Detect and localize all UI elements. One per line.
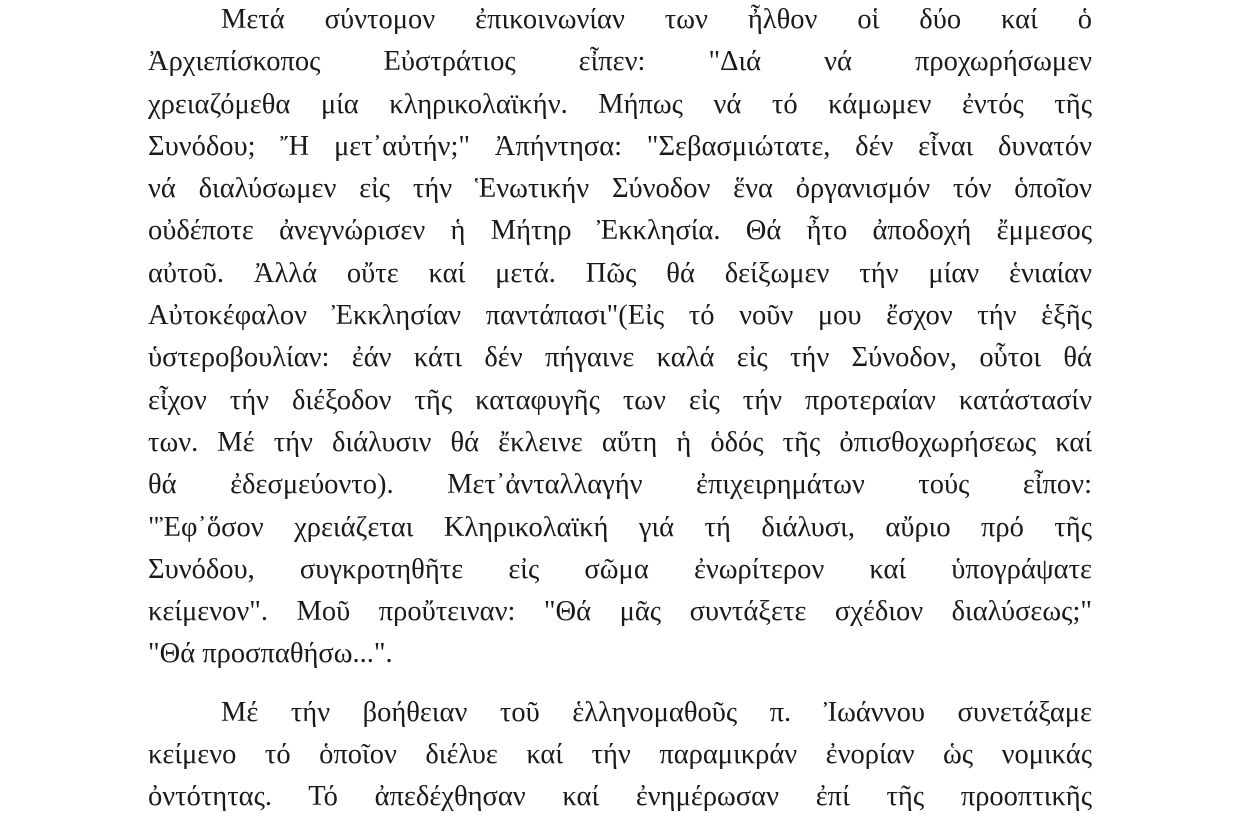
text-line: των. Μέ τήν διάλυσιν θά ἔκλεινε αὕτη ἡ ὁδός τῆς ὀπισθοχωρήσεως καί <box>148 426 1092 458</box>
text-line: "Θά προσπαθήσω...". <box>148 638 393 670</box>
text-line: ὑστεροβουλίαν: ἐάν κάτι δέν πήγαινε καλά εἰς τήν Σύνοδον, οὗτοι θά <box>148 342 1092 374</box>
text-line: ὀντότητας. Τό ἀπεδέχθησαν καί ἐνημέρωσαν ἐπί τῆς προοπτικῆς <box>148 781 1092 813</box>
document-page <box>148 0 1092 819</box>
text-line: κείμενον". Μοῦ προὔτειναν: "Θά μᾶς συντάξετε σχέδιον διαλύσεως;" <box>148 596 1092 628</box>
text-line: Ἀρχιεπίσκοπος Εὐστράτιος εἶπεν: "Διά νά προχωρήσωμεν <box>148 46 1092 78</box>
text-line: Μετά σύντομον ἐπικοινωνίαν των ἦλθον οἱ δύο καί ὁ <box>221 4 1092 35</box>
text-line: εἶχον τήν διέξοδον τῆς καταφυγῆς των εἰς τήν προτεραίαν κατάστασίν <box>148 384 1092 416</box>
text-line: Αὐτοκέφαλον Ἐκκλησίαν παντάπασι"(Εἰς τό νοῦν μου ἔσχον τήν ἑξῆς <box>148 300 1092 332</box>
text-line: χρειαζόμεθα μία κληρικολαϊκήν. Μήπως νά τό κάμωμεν ἐντός τῆς <box>148 88 1092 120</box>
paragraph-1 <box>148 0 1092 676</box>
text-line: κείμενο τό ὁποῖον διέλυε καί τήν παραμικράν ἐνορίαν ὡς νομικάς <box>148 739 1092 771</box>
text-line: αὐτοῦ. Ἀλλά οὔτε καί μετά. Πῶς θά δείξωμεν τήν μίαν ἑνιαίαν <box>148 257 1092 289</box>
text-line: Συνόδου; Ἤ μετ᾽αὐτήν;" Ἀπήντησα: "Σεβασμιώτατε, δέν εἶναι δυνατόν <box>148 130 1092 162</box>
text-line: θά ἐδεσμεύοντο). Μετ᾽ἀνταλλαγήν ἐπιχειρημάτων τούς εἶπον: <box>148 469 1092 501</box>
text-line: "Ἐφ᾽ὅσον χρειάζεται Κληρικολαϊκή γιά τή διάλυσι, αὔριο πρό τῆς <box>148 511 1092 543</box>
text-line: νά διαλύσωμεν εἰς τήν Ἑνωτικήν Σύνοδον ἕνα ὀργανισμόν τόν ὁποῖον <box>148 173 1092 205</box>
text-line: οὐδέποτε ἀνεγνώρισεν ἡ Μήτηρ Ἐκκλησία. Θά ἦτο ἀποδοχή ἔμμεσος <box>148 215 1092 247</box>
text-line: Μέ τήν βοήθειαν τοῦ ἑλληνομαθοῦς π. Ἰωάννου συνετάξαμε <box>221 696 1092 728</box>
text-line: Συνόδου, συγκροτηθῆτε εἰς σῶμα ἐνωρίτερον καί ὑπογράψατε <box>148 553 1092 585</box>
paragraph-2 <box>148 692 1092 819</box>
